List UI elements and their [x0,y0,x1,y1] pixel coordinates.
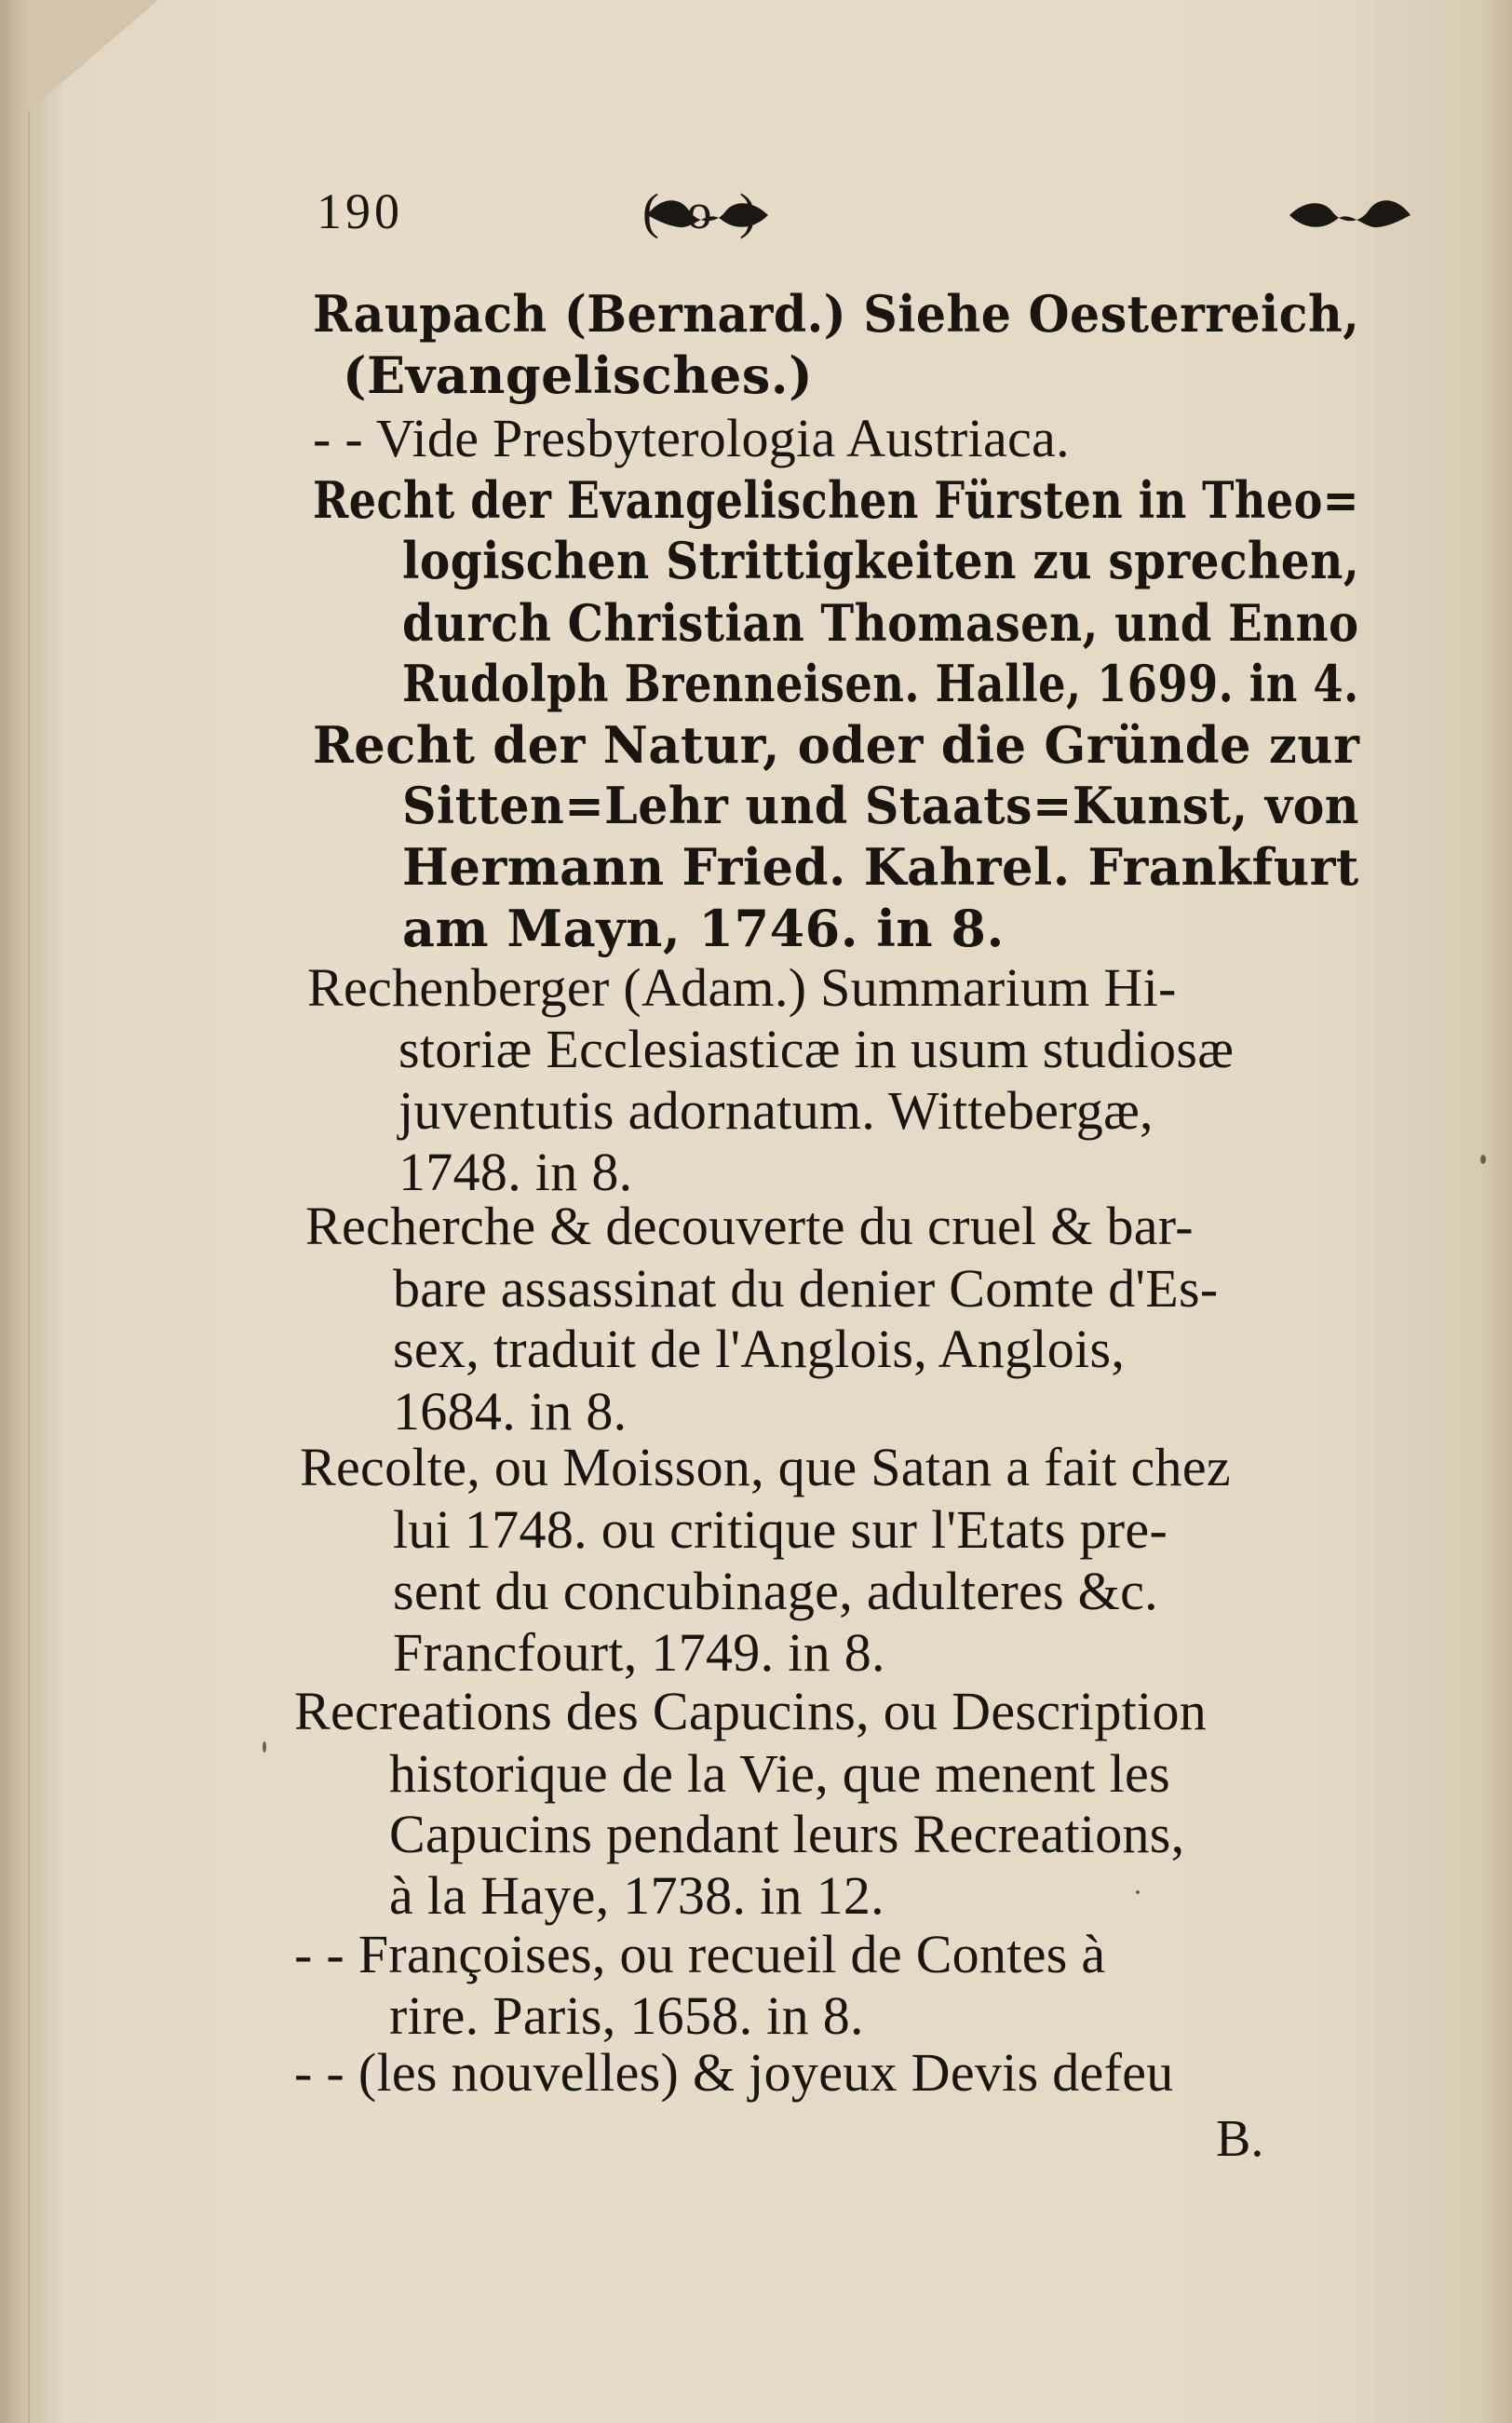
paper-speck [1136,1890,1140,1894]
entry-line: Recolte, ou Moisson, que Satan a fait chez [300,1437,1231,1497]
entry-line: Francfourt, 1749. in 8. [393,1622,885,1683]
entry-line: - - Françoises, ou recueil de Contes à [294,1924,1106,1984]
entry-line: historique de la Vie, que menent les [389,1743,1170,1804]
entry-line: Recreations des Capucins, ou Description [294,1681,1208,1741]
entry-line: logischen Strittigkeiten zu sprechen, [402,531,1360,590]
entry-line: (Evangelisches.) [343,345,814,405]
entry-line: sent du concubinage, adulteres &c. [393,1561,1158,1621]
entry-line: juventutis adornatum. Wittebergæ, [398,1080,1154,1141]
running-head: ( o ) [642,183,763,239]
entry-line: durch Christian Thomasen, und Enno [402,593,1359,653]
entry-line: lui 1748. ou critique sur l'Etats pre- [393,1499,1168,1560]
entry-line: sex, traduit de l'Anglois, Anglois, [393,1319,1126,1379]
entry-line: 1748. in 8. [398,1142,633,1202]
entry-line: - - Vide Presbyterologia Austriaca. [313,408,1070,468]
page-header [317,183,1154,257]
entry-line: bare assassinat du denier Comte d'Es- [393,1258,1219,1319]
entry-line: - - (les nouvelles) & joyeux Devis defeu [294,2042,1174,2103]
right-ornament-icon [1285,192,1415,238]
entry-line: Capucins pendant leurs Recreations, [389,1804,1185,1864]
entry-line: à la Haye, 1738. in 12. [389,1865,884,1926]
paper-speck [263,1741,266,1753]
page-number: 190 [317,183,403,239]
entry-line: am Mayn, 1746. in 8. [402,899,1005,958]
entry-line: Recherche & decouverte du cruel & bar- [305,1196,1194,1256]
entry-line: Rechenberger (Adam.) Summarium Hi- [307,957,1177,1018]
entry-line: 1684. in 8. [393,1381,628,1442]
entry-line: Raupach (Bernard.) Siehe Oesterreich, [313,284,1360,344]
entry-line: Hermann Fried. Kahrel. Frankfurt [402,837,1359,897]
corner-fold [28,0,158,112]
entry-line: storiæ Ecclesiasticæ in usum studiosæ [398,1019,1235,1079]
entry-line: Rudolph Brenneisen. Halle, 1699. in 4. [402,654,1359,713]
entry-line: rire. Paris, 1658. in 8. [389,1985,864,2046]
catchword: B. [1216,2110,1264,2168]
entry-line: Recht der Evangelischen Fürsten in Theo= [313,470,1359,530]
paper-speck [1480,1155,1486,1164]
entry-line: Recht der Natur, oder die Gründe zur [313,715,1360,775]
entry-line: Sitten=Lehr und Staats=Kunst, von [402,776,1360,835]
